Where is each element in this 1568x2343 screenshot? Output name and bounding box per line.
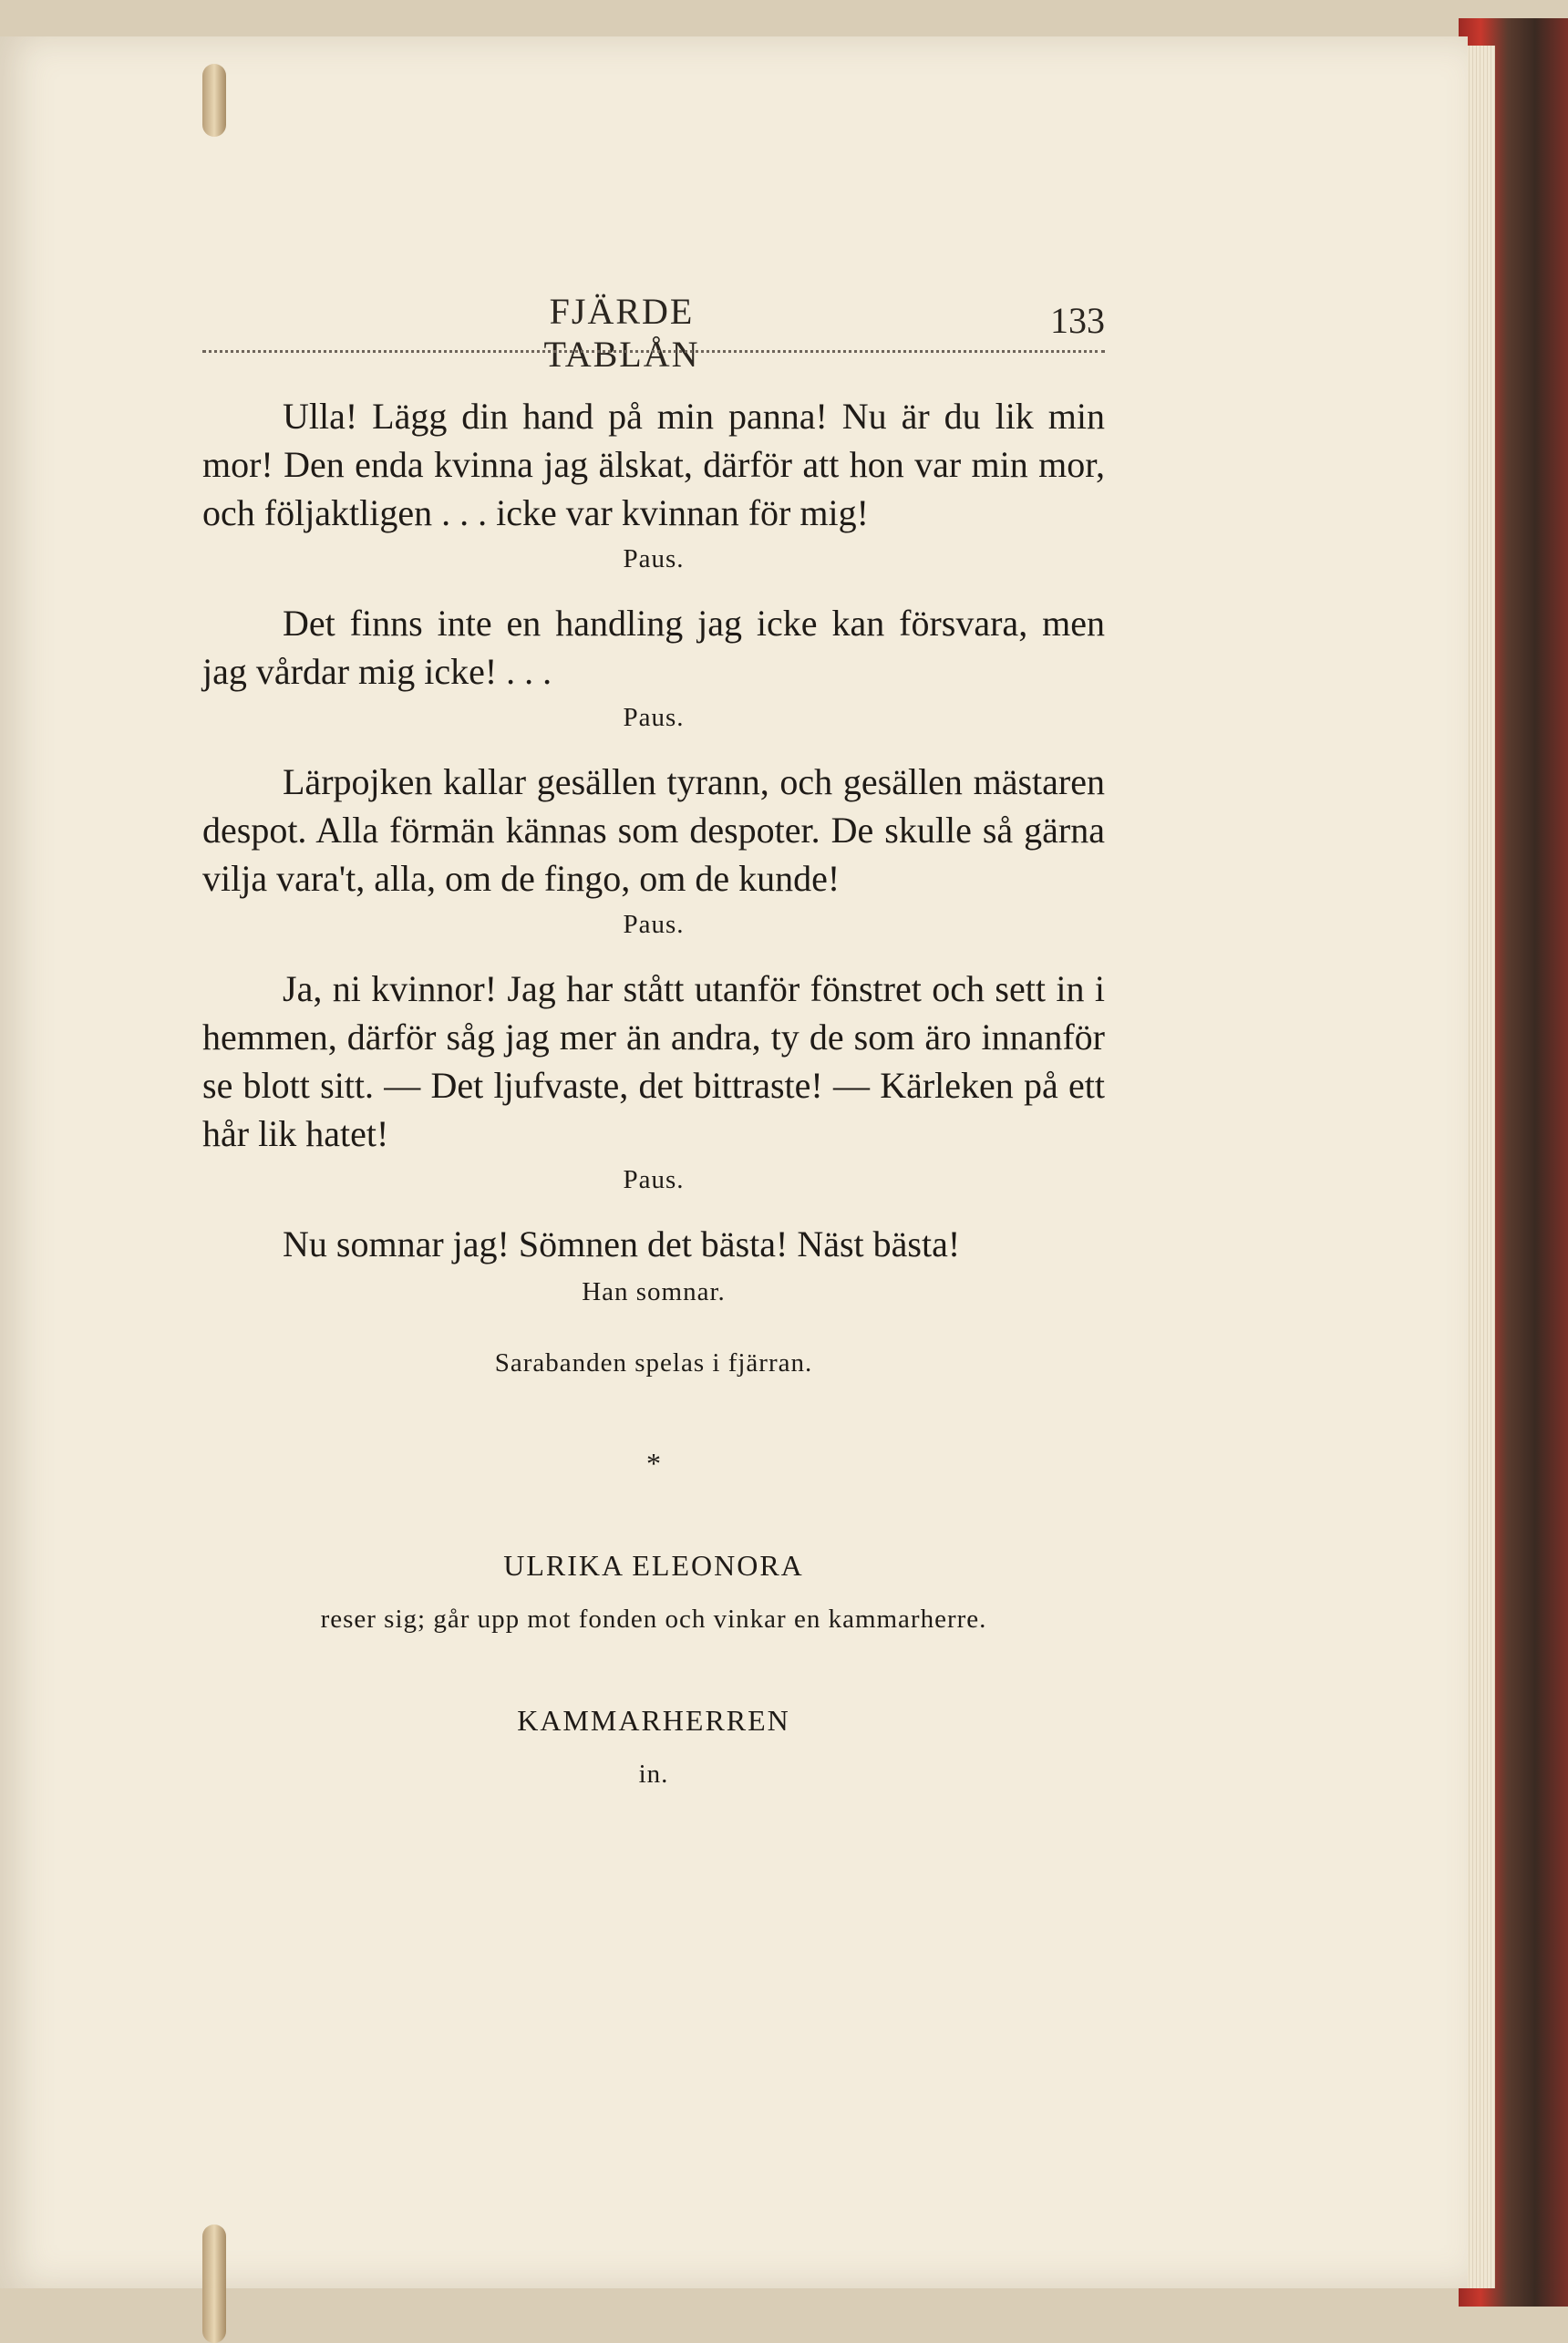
stage-direction-pause: Paus. bbox=[623, 544, 685, 573]
running-title: FJÄRDE TABLÅN bbox=[543, 291, 700, 375]
paragraph-2: Det finns inte en handling jag icke kan försvara, men jag vårdar mig icke! . . . bbox=[202, 603, 1105, 692]
page-number: 133 bbox=[1050, 300, 1105, 341]
character-name-kammarherren: KAMMARHERREN bbox=[517, 1704, 790, 1737]
character-direction-ulrika: reser sig; går upp mot fonden och vinkar en kammarherre. bbox=[320, 1605, 987, 1634]
stage-direction-sarabanden: Sarabanden spelas i fjärran. bbox=[494, 1348, 813, 1378]
page-text bbox=[202, 392, 1105, 1793]
page-header bbox=[202, 290, 1105, 375]
section-asterisk: * bbox=[646, 1447, 661, 1480]
page-clip-bottom bbox=[202, 2224, 226, 2343]
stage-direction-pause: Paus. bbox=[623, 1165, 685, 1194]
paragraph-3: Lärpojken kallar gesällen tyrann, och gesällen mästaren despot. Alla förmän kännas som despoter. De skulle så gärna vilja vara't, alla, om de fingo, om de kunde! bbox=[202, 761, 1105, 899]
stage-direction-han-somnar: Han somnar. bbox=[582, 1277, 726, 1306]
character-direction-kammarherren: in. bbox=[638, 1760, 669, 1789]
stage-direction-pause: Paus. bbox=[623, 703, 685, 732]
page-clip-top bbox=[202, 64, 226, 137]
stage-direction-pause: Paus. bbox=[623, 910, 685, 939]
paragraph-1: Ulla! Lägg din hand på min panna! Nu är du lik min mor! Den enda kvinna jag älskat, därför att hon var min mor, och följaktligen . . . icke var kvinnan för mig! bbox=[202, 396, 1105, 533]
character-name-ulrika: ULRIKA ELEONORA bbox=[503, 1549, 804, 1582]
header-rule bbox=[202, 350, 1105, 353]
paragraph-5: Nu somnar jag! Sömnen det bästa! Näst bästa! bbox=[283, 1223, 961, 1264]
paragraph-4: Ja, ni kvinnor! Jag har stått utanför fönstret och sett in i hemmen, därför såg jag mer än andra, ty de som äro innanför se blott sitt. — Det ljufvaste, det bittraste! — Kärleken på ett hår lik hatet! bbox=[202, 968, 1105, 1154]
